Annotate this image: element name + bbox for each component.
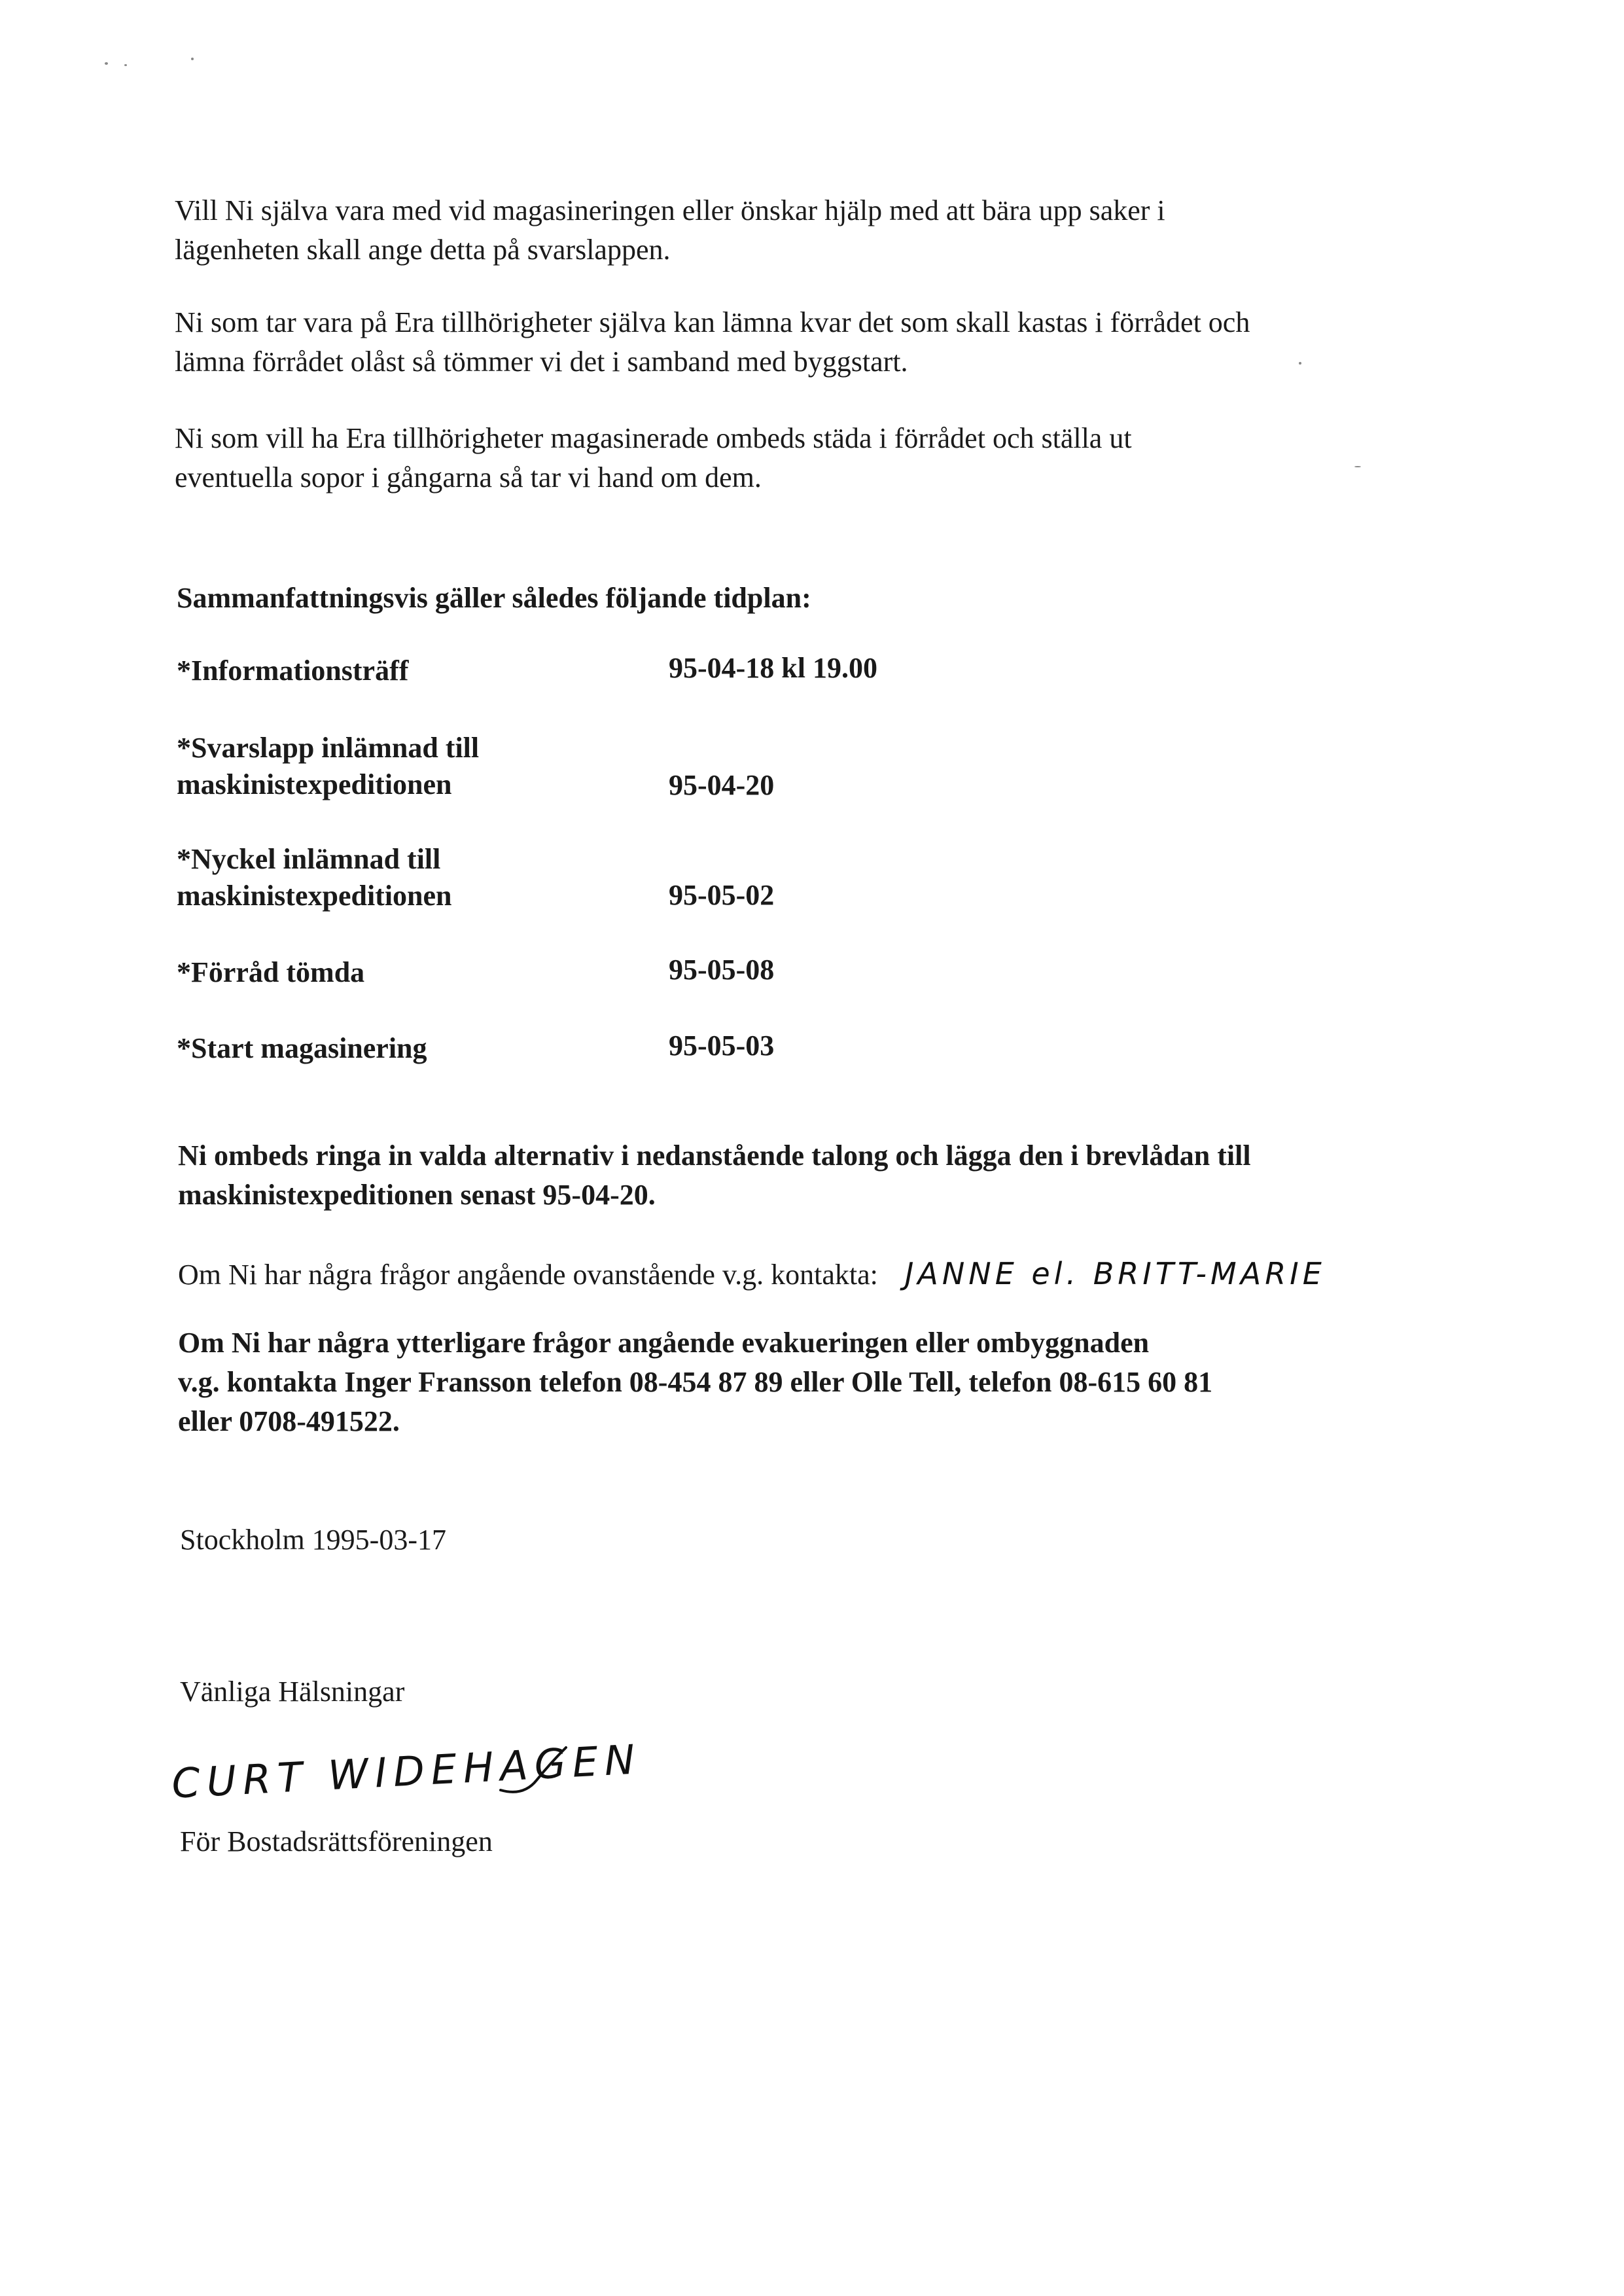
- contact-line: [178, 1254, 1326, 1295]
- signature-flourish: [497, 1744, 569, 1803]
- schedule-heading-text: Sammanfattningsvis gäller således följande tidplan:: [177, 582, 811, 614]
- schedule-item-label: [177, 841, 452, 914]
- text-line: lämna förrådet olåst så tömmer vi det i samband med byggstart.: [175, 346, 908, 378]
- text-line: Vill Ni själva vara med vid magasineringen eller önskar hjälp med att bära upp saker i: [175, 194, 1165, 226]
- signature-text: CURT WIDEHAGEN: [170, 1735, 643, 1808]
- text-line: lägenheten skall ange detta på svarslappen.: [175, 234, 671, 266]
- handwritten-signature: [171, 1735, 643, 1808]
- further-questions-paragraph: [178, 1323, 1212, 1441]
- scan-speck: [191, 58, 194, 60]
- contact-text: Om Ni har några frågor angående ovanstående v.g. kontakta:: [178, 1259, 878, 1291]
- text-line: maskinistexpeditionen senast 95-04-20.: [178, 1179, 656, 1211]
- text-line: Ni ombeds ringa in valda alternativ i nedanstående talong och lägga den i brevlådan till: [178, 1139, 1251, 1172]
- schedule-item-date: 95-05-03: [669, 1030, 775, 1062]
- text-line: *Svarslapp inlämnad till: [177, 732, 480, 764]
- text-line: *Nyckel inlämnad till: [177, 843, 441, 875]
- place-date: Stockholm 1995-03-17: [180, 1524, 446, 1556]
- intro-paragraph-1: [175, 191, 1165, 270]
- text-line: Ni som tar vara på Era tillhörigheter själva kan lämna kvar det som skall kastas i förrådet och: [175, 306, 1250, 338]
- schedule-item-date: 95-05-08: [669, 954, 775, 986]
- schedule-item-date: 95-05-02: [669, 879, 775, 911]
- text-line: *Förråd tömda: [177, 956, 365, 988]
- intro-paragraph-3: [175, 419, 1132, 497]
- scan-speck: [1354, 466, 1361, 467]
- schedule-item-label: [177, 653, 408, 689]
- handwritten-contact-names: JANNE el. BRITT-MARIE: [904, 1256, 1326, 1291]
- schedule-item-label: [177, 954, 364, 991]
- schedule-heading: [177, 579, 811, 618]
- schedule-item-date: 95-04-20: [669, 769, 775, 801]
- scan-speck: [124, 64, 127, 66]
- organization-name: För Bostadsrättsföreningen: [180, 1825, 493, 1857]
- scan-speck: [105, 62, 108, 65]
- text-line: v.g. kontakta Inger Fransson telefon 08-454 87 89 eller Olle Tell, telefon 08-615 60 81: [178, 1366, 1213, 1398]
- text-line: eller 0708-491522.: [178, 1405, 400, 1437]
- request-paragraph: [178, 1136, 1251, 1215]
- text-line: eventuella sopor i gångarna så tar vi hand om dem.: [175, 461, 762, 493]
- text-line: *Start magasinering: [177, 1032, 427, 1064]
- text-line: Ni som vill ha Era tillhörigheter magasinerade ombeds städa i förrådet och ställa ut: [175, 422, 1132, 454]
- text-line: *Informationsträff: [177, 655, 409, 687]
- text-line: maskinistexpeditionen: [177, 768, 452, 800]
- schedule-item-date: 95-04-18 kl 19.00: [669, 652, 877, 684]
- schedule-item-label: [177, 1030, 427, 1067]
- closing-greeting: Vänliga Hälsningar: [180, 1676, 405, 1708]
- text-line: maskinistexpeditionen: [177, 880, 452, 912]
- intro-paragraph-2: [175, 303, 1250, 382]
- text-line: Om Ni har några ytterligare frågor angående evakueringen eller ombyggnaden: [178, 1327, 1150, 1359]
- schedule-item-label: [177, 730, 479, 803]
- scan-speck: [1299, 362, 1301, 365]
